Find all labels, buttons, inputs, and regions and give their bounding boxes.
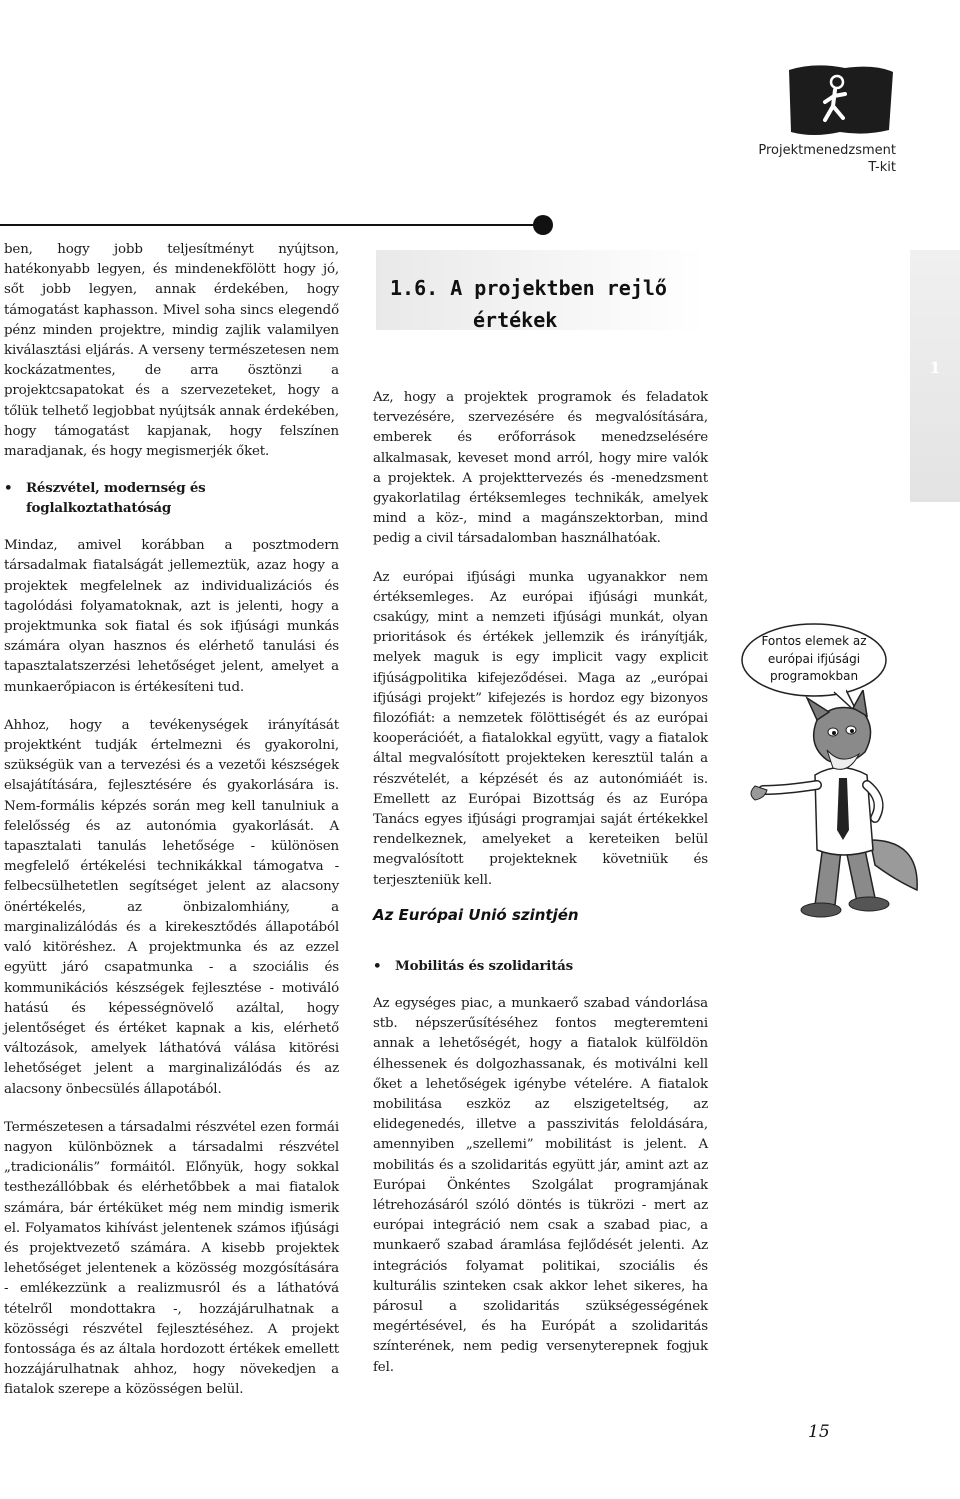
- page-number: 15: [808, 1422, 830, 1442]
- section-title-line2: értékek: [473, 308, 558, 332]
- left-para-4: Természetesen a társadalmi részvétel ezen formái nagyon különböznek a társadalmi részvétel „tradicionális” formáitól. Előnyük, hogy sokkal testhezállóbbak és elérhetőbbek a mai fiatalok számára, bár értéküket még nem mindig ismerik el. Folyamatos kihívást jelentenek számos ifjúsági és projektvezető számára. A kisebb projektek lehetőséget jelentenek a közösség mozgósítására - emlékezzünk a realizmusról és a láthatóvá tételről mondottakra -, hozzájárulhatnak a közösségi részvétel fejlesztéséhez. A projekt fontossága és az általa hordozott értékek emellett hozzájárulhatnak ahhoz, hogy növekedjen a fiatalok szerepe a közösségen belül.: [4, 1119, 339, 1398]
- right-column-bottom: [373, 956, 708, 1378]
- left-para-3: Ahhoz, hogy a tevékenységek irányítását projektként tudják értelmezni és gyakorolni, szükségük van a tervezési és a vezetői készségek elsajátítására, fejlesztésére és gyakorlására is. Nem-formális képzés során meg kell tanulniuk a felelősség és az autonómia gyakorlását. A tapasztalati tanulás lehetősége - különösen megfelelő értékelési technikákkal támogatva - felbecsülhetetlen segítséget jelent az alacsony önértékelés, az önbizalomhiány, a marginalizálódás és a kirekesztődés állapotából való kitöréshez. A projektmunka és az ezzel együtt járó csapatmunka - a szociális és kommunikációs készségek fejlesztése - motiváló hatású és képességnövelő azáltal, hogy jelentőséget és értéket kapnak a kis, elérhető változások, amelyek láthatóvá válása kitörési lehetőséget jelent a marginalizálódás és az alacsony önbecsülés állapotából.: [4, 717, 339, 1097]
- callout-line2: európai ifjúsági: [767, 651, 861, 666]
- left-bullet-heading: [4, 478, 339, 518]
- left-para-1: ben, hogy jobb teljesítményt nyújtson, hatékonyabb legyen, és mindenekfölött hogy jó, sőt jobb legyen, annak érdekében, hogy támogatást kaphasson. Mivel soha sincs elegendő pénz minden projektre, mindig zajlik valamilyen kiválasztási eljárás. A verseny természetesen nem kockázatmentes, de arra ösztönzi a projektcsapatokat és a szervezeteket, hogy a tőlük telhető legjobbat nyújtsák annak érdekében, hogy támogatást kapjanak, hogy felszínen maradjanak, és hogy megismerjék őket.: [4, 242, 339, 460]
- right-bullet-heading-text: Mobilitás és szolidaritás: [395, 958, 573, 974]
- chapter-number: 1: [929, 358, 941, 377]
- header-rule: [0, 224, 540, 226]
- callout-line3: programokban: [769, 669, 859, 683]
- subheading: Az Európai Unió szintjén: [373, 906, 579, 924]
- fox-mascot-illustration: [745, 690, 925, 920]
- header-rule-dot: [533, 215, 553, 235]
- header-title-line2: T-kit: [868, 160, 896, 175]
- bullet-icon: •: [4, 480, 13, 497]
- section-title-line1: 1.6. A projektben rejlő: [390, 276, 667, 300]
- left-column: [4, 240, 339, 1401]
- right-para-2: Az európai ifjúsági munka ugyanakkor nem értéksemleges. Az európai ifjúsági munkát, csakúgy, mint a nemzeti ifjúsági munkát, olyan prioritások és értékek jellemzik és irányítják, melyek maguk is egy implicit vagy explicit ifjúságpolitika kifejeződései. Maga az „európai ifjúsági projekt” kifejezés is hordoz egy bizonyos filozófiát: a nemzetek fölöttiségét és az európai kooperációét, a fiatalokkal együtt, vagy a fiatalok által megvalósított projekteken keresztül talán a részvételét, a képzését és az autonómiáét is. Emellett az Európai Bizottság és az Európa Tanács egyes ifjúsági programjai saját értékekkel rendelkeznek, amelyeket a kereteiken belül megvalósított projekteknek követniük és terjeszteniük kell.: [373, 569, 708, 888]
- left-bullet-heading-text: Részvétel, modernség és foglalkoztathatóság: [26, 480, 206, 517]
- right-para-3: Az egységes piac, a munkaerő szabad vándorlása stb. népszerűsítéséhez fontos megteremteni annak a lehetőségét, hogy a fiatalok külföldön élhessenek és dolgozhassanak, és motiválni kell őket a lehetőségek igénybe vételére. A fiatalok mobilitása eszköz az elszigeteltség, az elidegenedés, illetve a passzivitás feloldására, amennyiben „szellemi” mobilitást is jelent. A mobilitás és a szolidaritás együtt jár, amint azt az Európai Önkéntes Szolgálat programjának létrehozásáról szóló döntés is tükrözi - mert az európai integráció nem csak a szabad piac, a munkaerő szabad áramlása fejlődését jelenti. Az integrációs folyamat politikai, szociális és kulturális szinteken csak akkor lehet sikeres, ha párosul a szolidaritás szükségességének megértésével, és ha Európát a szolidaritás színterének, nem pedig versenyterepnek fogjuk fel.: [373, 996, 708, 1375]
- bullet-icon: •: [373, 958, 382, 974]
- section-title: [390, 272, 710, 336]
- left-para-2: Mindaz, amivel korábban a posztmodern társadalmak fiatalságát jellemeztük, azaz hogy a projektek megfelelnek az individualizációs és tagolódási folyamatoknak, azt is jelenti, hogy a projektmunka sok fiatal és sok ifjúsági munkás számára olyan hasznos és elérhető tanulási és tapasztalatszerzési lehetőséget jelent, amelyet a munkaerőpiacon is értékesíteni tud.: [4, 538, 339, 695]
- right-column-top: [373, 388, 708, 891]
- header-title-line1: Projektmenedzsment: [758, 143, 896, 158]
- t-kit-logo: [785, 60, 897, 140]
- right-bullet-heading: [373, 956, 708, 976]
- header-title: [676, 142, 896, 176]
- right-para-1: Az, hogy a projektek programok és feladatok tervezésére, szervezésére és megvalósítására, emberek és erőforrások menedzselésére alkalmasak, keveset mond arról, hogy mire valók a projektek. A projekttervezés és -menedzsment gyakorlatilag értéksemleges technikák, amelyek mind a köz-, mind a magánszektorban, mind pedig a civil társadalomban használhatóak.: [373, 390, 708, 547]
- callout-text: [744, 633, 884, 686]
- callout-line1: Fontos elemek az: [761, 634, 867, 648]
